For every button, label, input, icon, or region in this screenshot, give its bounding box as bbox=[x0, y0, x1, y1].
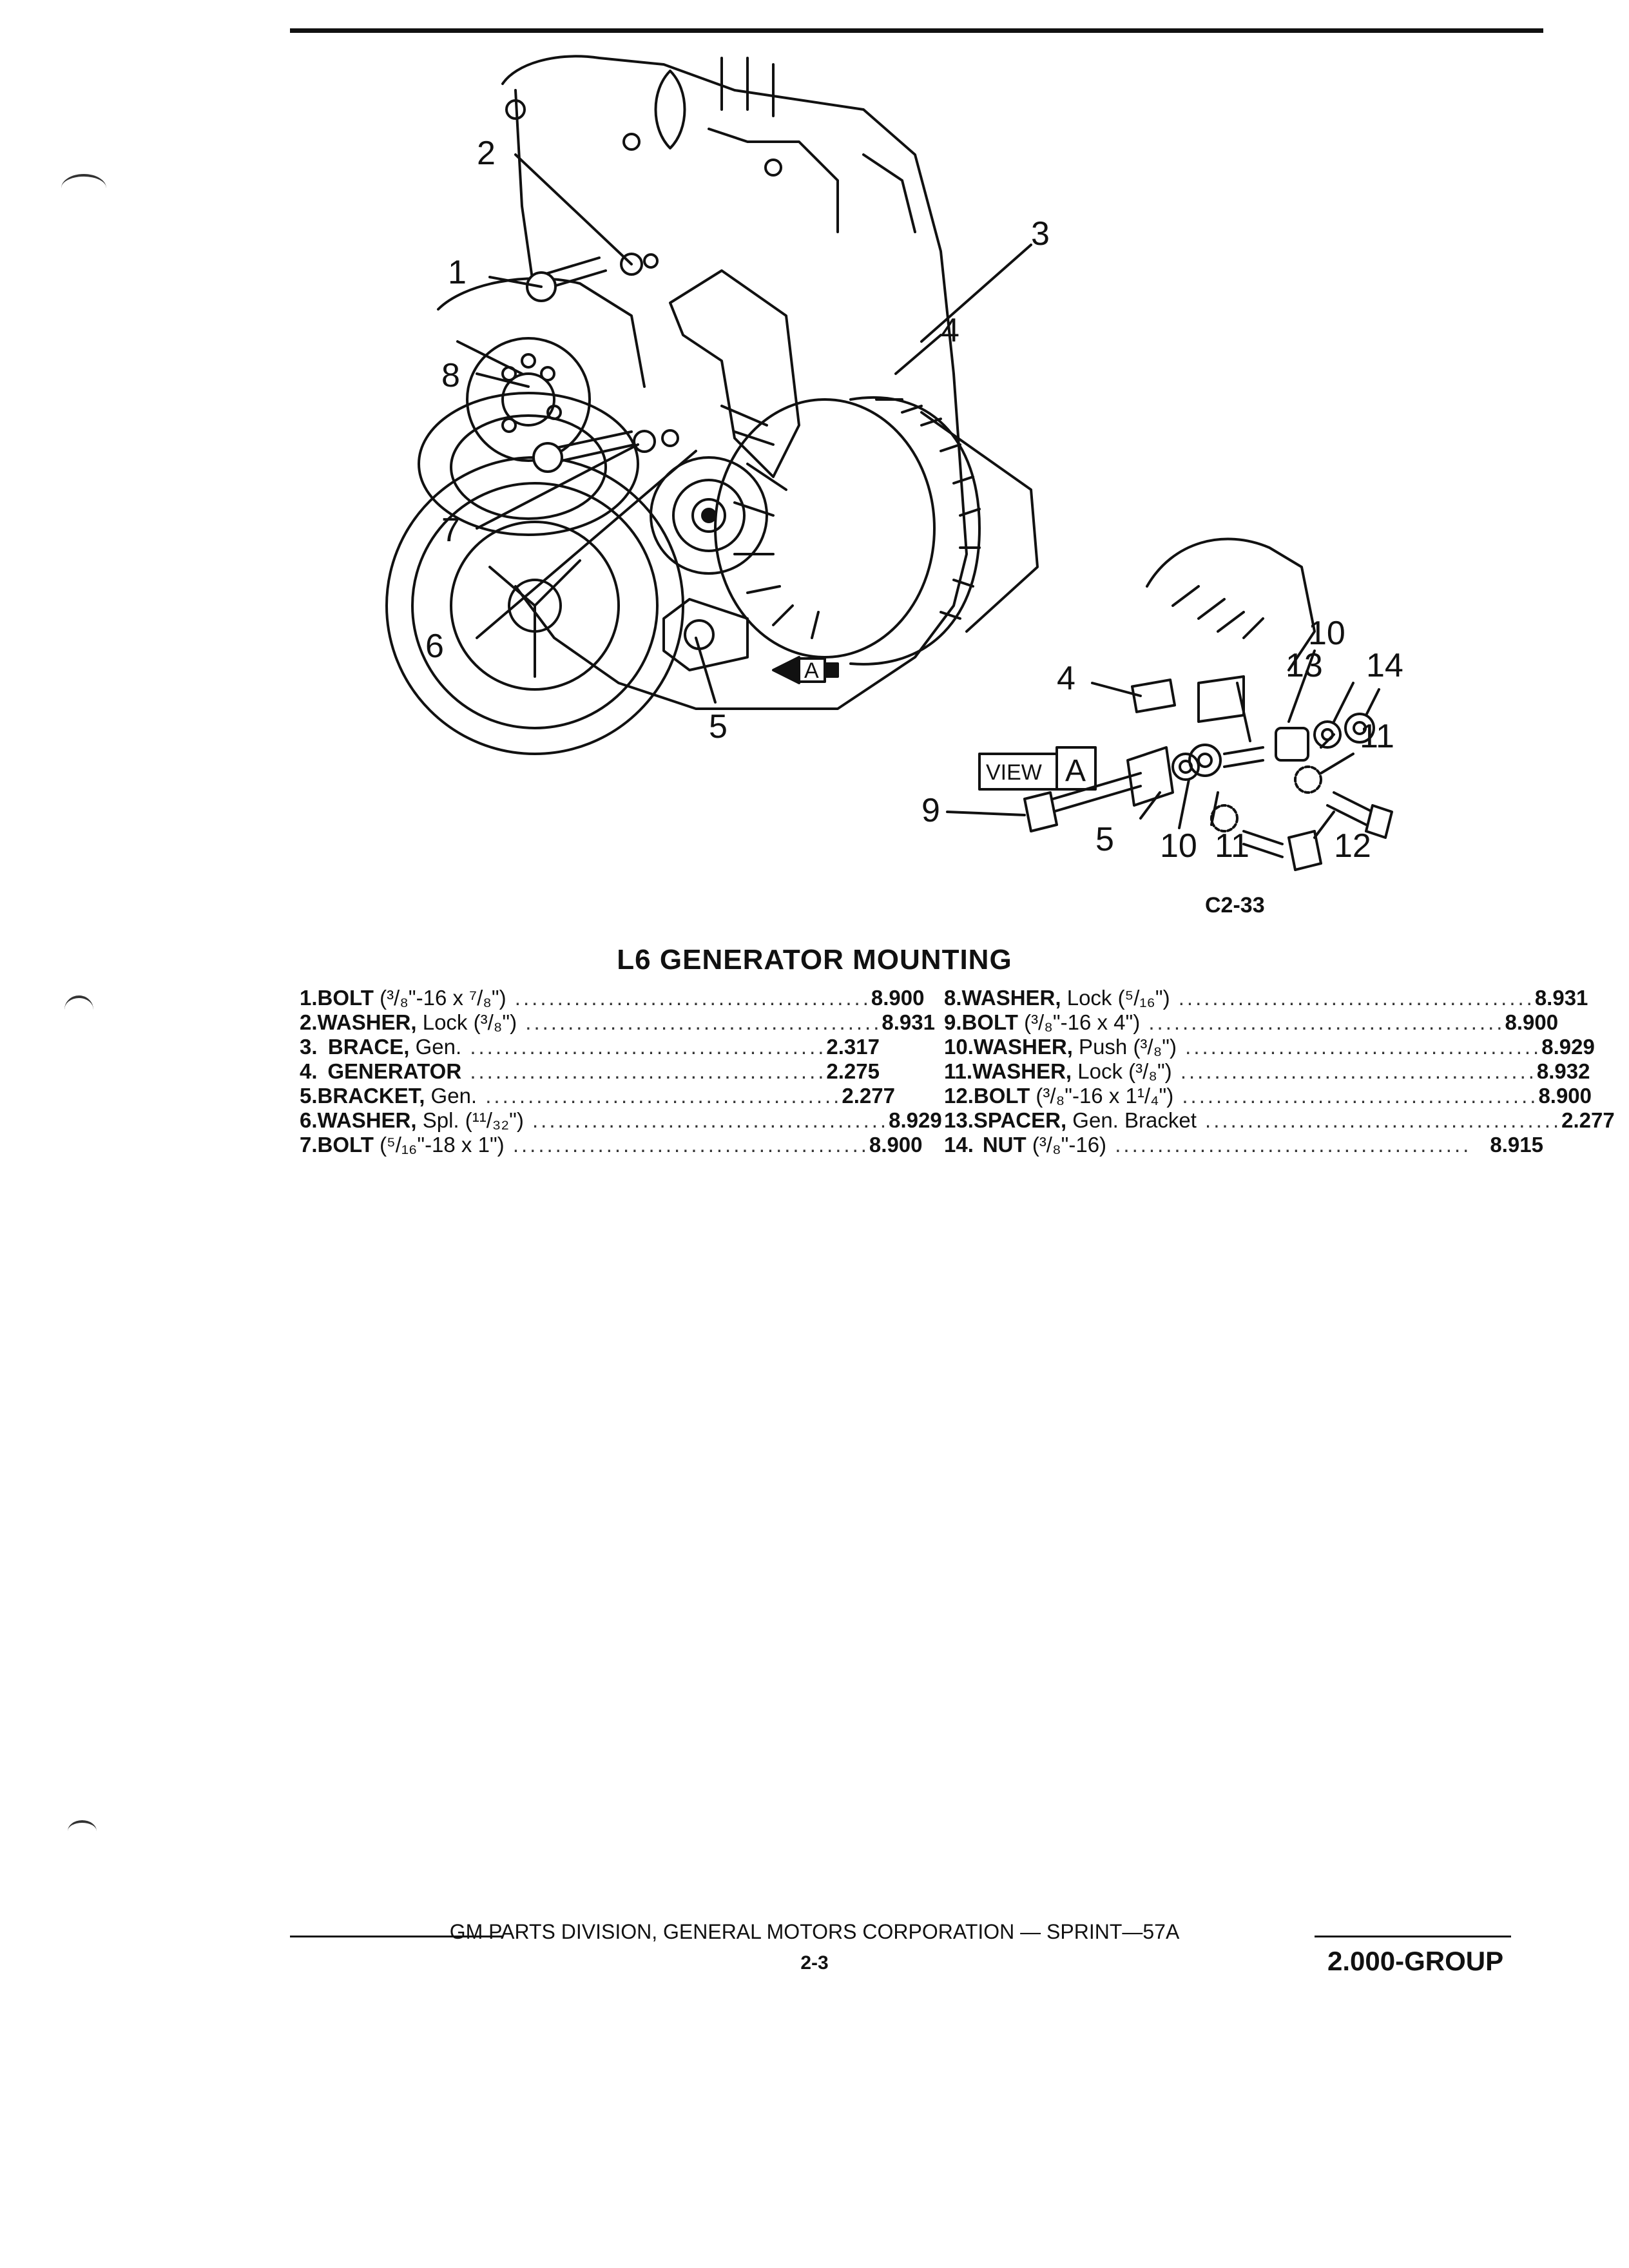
part-row: 3. BRACE, Gen. .......................................... 2.317 bbox=[300, 1035, 880, 1059]
part-name: NUT bbox=[982, 1133, 1027, 1157]
group-number: 2.317 bbox=[826, 1035, 880, 1059]
parts-list-title: L6 GENERATOR MOUNTING bbox=[617, 944, 1012, 975]
part-spec: (³/₈"-16 x ⁷/₈") bbox=[373, 986, 506, 1010]
part-name: WASHER, bbox=[973, 1035, 1073, 1059]
footer-publisher: GM PARTS DIVISION, GENERAL MOTORS CORPORATION — SPRINT—57A bbox=[449, 1920, 1180, 1943]
part-row: 12. BOLT (³/₈"-16 x 1¹/₄") .......................................... 8.900 bbox=[944, 1084, 1592, 1108]
part-number: 5. bbox=[300, 1084, 318, 1108]
group-number: 8.931 bbox=[1534, 986, 1588, 1010]
part-number: 12. bbox=[944, 1084, 974, 1108]
view-callout-10-upper: 10 bbox=[1308, 615, 1345, 652]
group-label: 2.000-GROUP bbox=[1327, 1946, 1504, 1976]
callout-8: 8 bbox=[441, 357, 460, 394]
part-spec: Gen. bbox=[425, 1084, 477, 1108]
part-spec: (³/₈"-16 x 4") bbox=[1017, 1010, 1141, 1034]
part-spec: Lock (³/₈") bbox=[416, 1010, 517, 1034]
part-name: BOLT bbox=[317, 986, 374, 1010]
part-name: BOLT bbox=[973, 1084, 1030, 1108]
part-row: 6. WASHER, Spl. (¹¹/₃₂") .......................................... 8.929 bbox=[300, 1108, 942, 1132]
part-spec: (³/₈"-16 x 1¹/₄") bbox=[1030, 1084, 1174, 1108]
part-row: 13. SPACER, Gen. Bracket .......................................... 2.277 bbox=[944, 1108, 1615, 1132]
part-spec: Spl. (¹¹/₃₂") bbox=[416, 1108, 524, 1132]
group-number: 2.277 bbox=[1561, 1108, 1615, 1132]
group-number: 8.932 bbox=[1536, 1059, 1590, 1083]
part-number: 4. bbox=[300, 1059, 318, 1083]
part-spec: (⁵/₁₆"-18 x 1") bbox=[373, 1133, 505, 1157]
view-callout-12: 12 bbox=[1334, 827, 1371, 865]
part-row: 10. WASHER, Push (³/₈") .......................................... 8.929 bbox=[944, 1035, 1595, 1059]
view-callout-5: 5 bbox=[1095, 821, 1114, 858]
view-callout-13: 13 bbox=[1286, 647, 1323, 684]
part-number: 13. bbox=[944, 1108, 974, 1132]
generator-mounting-illustration bbox=[387, 39, 1450, 863]
part-row: 5. BRACKET, Gen. .......................................... 2.277 bbox=[300, 1084, 895, 1108]
parts-list-right bbox=[944, 986, 1615, 1157]
part-row: 4. GENERATOR .......................................... 2.275 bbox=[300, 1059, 880, 1083]
group-number: 8.929 bbox=[1541, 1035, 1595, 1059]
view-callout-11-upper: 11 bbox=[1360, 718, 1394, 755]
part-name: WASHER, bbox=[972, 1059, 1072, 1083]
callout-2: 2 bbox=[477, 135, 496, 172]
part-number: 10. bbox=[944, 1035, 974, 1059]
part-row: 1. BOLT (³/₈"-16 x ⁷/₈") .......................................... 8.900 bbox=[300, 986, 925, 1010]
part-number: 6. bbox=[300, 1108, 318, 1132]
part-spec: Lock (³/₈") bbox=[1072, 1059, 1172, 1083]
part-spec: Push (³/₈") bbox=[1072, 1035, 1177, 1059]
part-row: 9. BOLT (³/₈"-16 x 4") .......................................... 8.900 bbox=[944, 1010, 1559, 1034]
part-spec: Gen. Bracket bbox=[1066, 1108, 1197, 1132]
part-number: 14. bbox=[944, 1133, 974, 1157]
group-number: 2.277 bbox=[842, 1084, 895, 1108]
part-number: 3. bbox=[300, 1035, 318, 1059]
part-name: BOLT bbox=[961, 1010, 1018, 1034]
part-row: 11. WASHER, Lock (³/₈") .......................................... 8.932 bbox=[944, 1059, 1590, 1083]
part-name: GENERATOR bbox=[327, 1059, 462, 1083]
view-callout-11-lower: 11 bbox=[1215, 827, 1249, 865]
callout-7: 7 bbox=[441, 512, 460, 549]
view-callout-10-lower: 10 bbox=[1160, 827, 1197, 865]
callout-3: 3 bbox=[1031, 215, 1050, 253]
part-name: WASHER, bbox=[317, 1010, 417, 1034]
part-name: BOLT bbox=[317, 1133, 374, 1157]
part-row: 7. BOLT (⁵/₁₆"-18 x 1") .......................................... 8.900 bbox=[300, 1133, 923, 1157]
scan-mark bbox=[68, 1820, 97, 1842]
part-spec: Gen. bbox=[409, 1035, 462, 1059]
part-number: 9. bbox=[944, 1010, 962, 1034]
group-number: 8.931 bbox=[882, 1010, 935, 1034]
view-callout-9: 9 bbox=[921, 792, 940, 829]
part-name: BRACE, bbox=[327, 1035, 410, 1059]
part-spec: (³/₈"-16) bbox=[1026, 1133, 1107, 1157]
group-number: 2.275 bbox=[826, 1059, 880, 1083]
group-number: 8.900 bbox=[1538, 1084, 1592, 1108]
scan-mark bbox=[61, 174, 106, 202]
part-name: WASHER, bbox=[961, 986, 1061, 1010]
group-number: 8.900 bbox=[1505, 1010, 1559, 1034]
part-number: 2. bbox=[300, 1010, 318, 1034]
top-rule bbox=[290, 28, 1543, 33]
group-number: 8.915 bbox=[1490, 1133, 1543, 1157]
view-callout-4: 4 bbox=[1057, 660, 1075, 697]
part-number: 8. bbox=[944, 986, 962, 1010]
callout-6: 6 bbox=[425, 628, 444, 665]
group-number: 8.900 bbox=[871, 986, 925, 1010]
part-number: 11. bbox=[944, 1059, 973, 1083]
page-number: 2-3 bbox=[800, 1952, 829, 1974]
part-name: BRACKET, bbox=[317, 1084, 425, 1108]
part-name: WASHER, bbox=[317, 1108, 417, 1132]
view-label: VIEW bbox=[986, 760, 1042, 785]
figure-code: C2-33 bbox=[1205, 893, 1265, 918]
part-number: 7. bbox=[300, 1133, 318, 1157]
part-number: 1. bbox=[300, 986, 318, 1010]
view-callout-14: 14 bbox=[1366, 647, 1403, 684]
parts-list-left bbox=[300, 986, 942, 1157]
callout-5: 5 bbox=[709, 708, 728, 745]
part-name: SPACER, bbox=[973, 1108, 1067, 1132]
group-number: 8.900 bbox=[869, 1133, 923, 1157]
scan-mark bbox=[64, 995, 93, 1024]
callout-4: 4 bbox=[941, 312, 959, 349]
part-row: 2. WASHER, Lock (³/₈") .......................................... 8.931 bbox=[300, 1010, 935, 1034]
callout-1: 1 bbox=[448, 254, 467, 291]
part-spec: Lock (⁵/₁₆") bbox=[1061, 986, 1170, 1010]
part-row: 14. NUT (³/₈"-16) .......................................... 8.915 bbox=[944, 1133, 1543, 1157]
part-row: 8. WASHER, Lock (⁵/₁₆") .......................................... 8.931 bbox=[944, 986, 1588, 1010]
arrow-a-label: A bbox=[804, 658, 819, 683]
group-number: 8.929 bbox=[889, 1108, 942, 1132]
view-letter: A bbox=[1065, 754, 1086, 788]
